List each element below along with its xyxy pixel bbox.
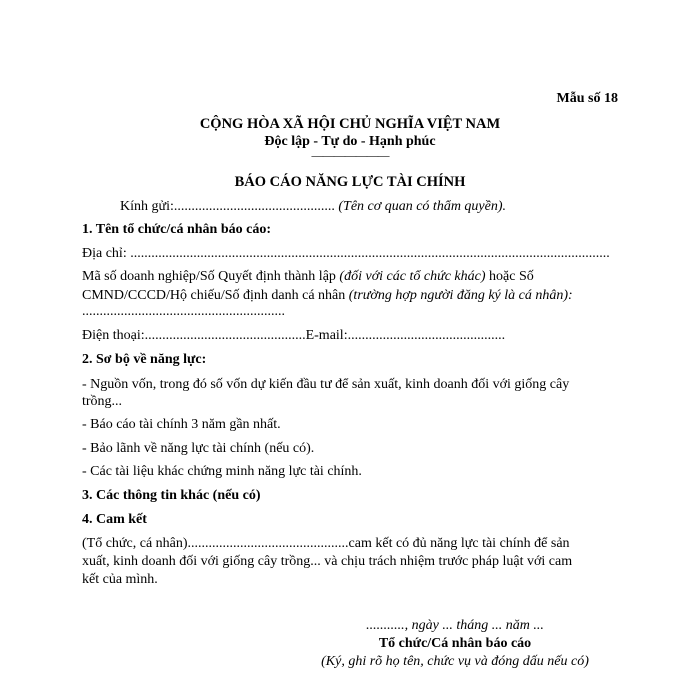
section2-item4: - Các tài liệu khác chứng minh năng lực tài chính. <box>82 464 362 479</box>
commitment-line2: xuất, kinh doanh đối với giống cây trồng... và chịu trách nhiệm trước pháp luật với cam <box>82 554 573 569</box>
recipient-prefix: Kính gửi:.............................................. <box>120 199 335 214</box>
id-line-1 <box>82 267 622 286</box>
commitment-line1: (Tổ chức, cá nhân)..............................................cam kết có đủ năng lực tài chính để sản <box>82 536 570 551</box>
section4-heading: 4. Cam kết <box>82 512 147 527</box>
address-line: Địa chỉ: ......................................................................................................................................... <box>82 246 610 261</box>
id-line-3: .......................................................... <box>82 304 285 319</box>
id-line-1-text: Mã số doanh nghiệp/Số Quyết định thành lập <box>82 269 340 284</box>
section2-item1-line1: - Nguồn vốn, trong đó số vốn dự kiến đầu tư để sản xuất, kinh doanh đối với giống cây <box>82 377 570 392</box>
motto: Độc lập - Tự do - Hạnh phúc <box>264 134 436 149</box>
id-line-1-note: (đối với các tổ chức khác) <box>339 269 486 284</box>
id-line-1-tail: hoặc Số <box>485 269 534 284</box>
signature-role: Tổ chức/Cá nhân báo cáo <box>378 636 532 651</box>
commitment-line3: kết của mình. <box>82 572 158 587</box>
section2-heading: 2. Sơ bộ về năng lực: <box>82 352 207 367</box>
section1-heading: 1. Tên tổ chức/cá nhân báo cáo: <box>82 222 271 237</box>
phone-email-line: Điện thoại:..............................................E-mail:............................................. <box>82 328 506 343</box>
section2-item2: - Báo cáo tài chính 3 năm gần nhất. <box>82 417 281 432</box>
signature-date: ..........., ngày ... tháng ... năm ... <box>366 618 544 633</box>
section2-item1-line2: trồng... <box>82 394 123 409</box>
recipient-line <box>120 197 660 216</box>
header-divider: ——————— <box>311 148 389 162</box>
section3-heading: 3. Các thông tin khác (nếu có) <box>82 488 261 503</box>
form-number: Mẫu số 18 <box>556 91 618 106</box>
id-line-2-text: CMND/CCCD/Hộ chiếu/Số định danh cá nhân <box>82 288 349 303</box>
signature-instruction: (Ký, ghi rõ họ tên, chức vụ và đóng dấu nếu có) <box>321 654 589 669</box>
id-line-2-note: (trường hợp người đăng ký là cá nhân): <box>348 288 573 303</box>
document-title: BÁO CÁO NĂNG LỰC TÀI CHÍNH <box>234 174 466 190</box>
country-heading: CỘNG HÒA XÃ HỘI CHỦ NGHĨA VIỆT NAM <box>199 116 501 132</box>
section2-item3: - Bảo lãnh về năng lực tài chính (nếu có). <box>82 441 315 456</box>
recipient-note: (Tên cơ quan có thẩm quyền). <box>338 199 507 214</box>
